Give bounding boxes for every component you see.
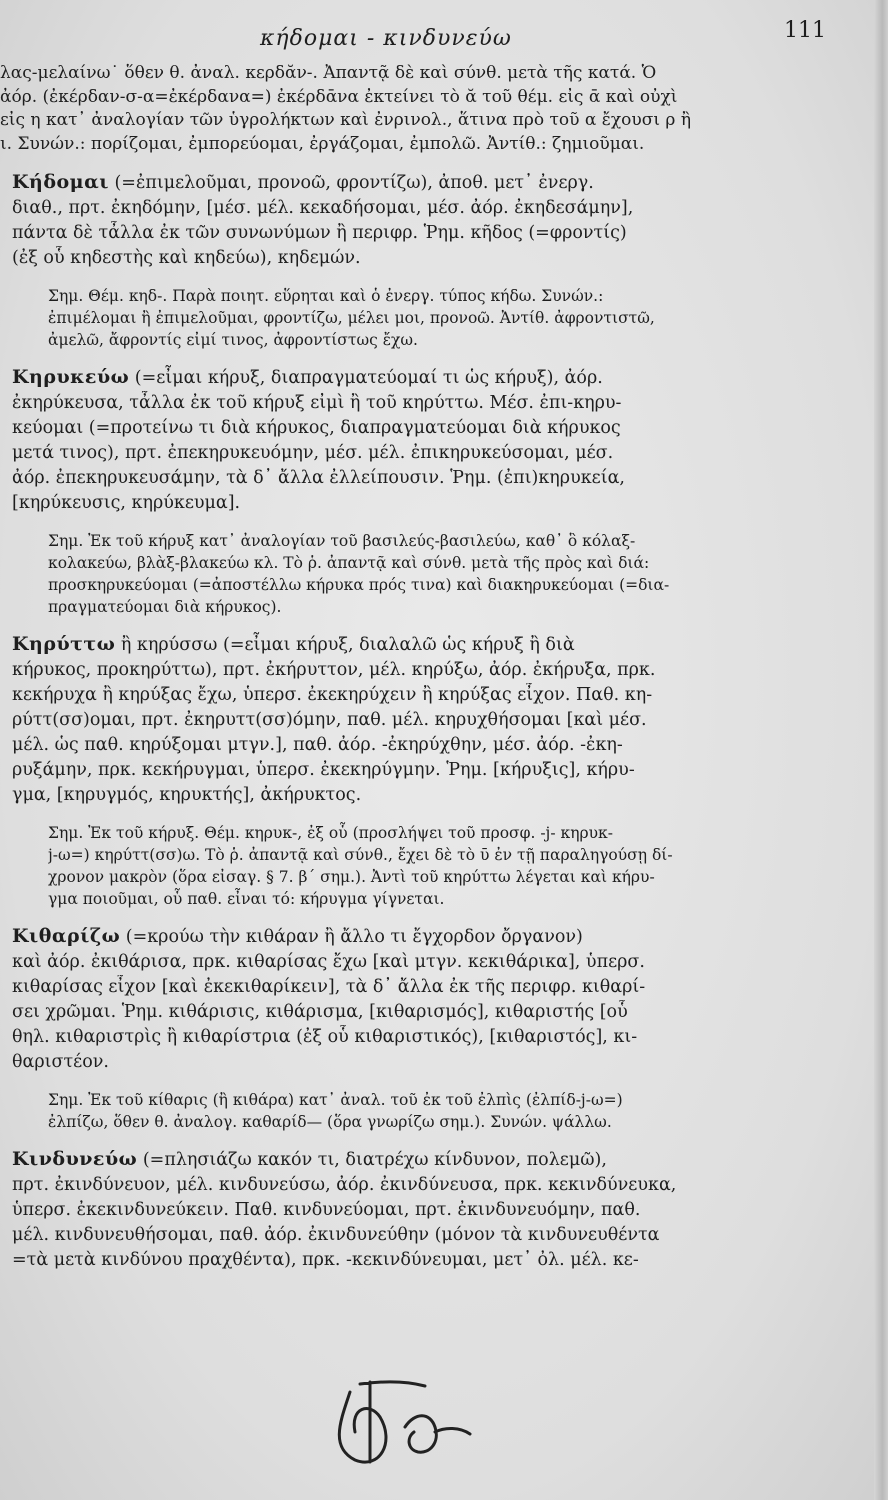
entry-paragraph (0, 365, 868, 516)
text-line: ἀόρ. (ἐκέρδαν-σ-α=ἐκέρδανα=) ἐκέρδᾱνα ἐκτείνει τὸ ᾰ τοῦ θέμ. εἰς ᾱ καὶ οὐχὶ (0, 86, 678, 107)
note-paragraph (0, 1089, 868, 1133)
text-line: μετά τινος), πρτ. ἐπεκηρυκευόμην, μέσ. μέλ. ἐπικηρυκεύσομαι, μέσ. (12, 443, 614, 463)
text-line (12, 365, 858, 391)
text-line: εἰς η κατ᾽ ἀναλογίαν τῶν ὑγρολήκτων καὶ ἐνρινολ., ἅτινα πρὸ τοῦ α ἔχουσι ρ ἢ (0, 110, 691, 130)
text-line: πάντα δὲ τἆλλα ἐκ τῶν συνωνύμων ἢ περιφρ. Ῥημ. κῆδος (=φροντίς) (12, 223, 627, 243)
text-line: [κηρύκευσις, κηρύκευμα]. (12, 493, 241, 513)
text-line: ἐπιμέλομαι ἢ ἐπιμελοῦμαι, φροντίζω, μέλει μοι, προνοῶ. Ἀντίθ. ἀφροντιστῶ, (48, 309, 655, 327)
text-line: γμα ποιοῦμαι, οὗ παθ. εἶναι τό: κήρυγμα γίγνεται. (48, 890, 445, 908)
text-line: σει χρῶμαι. Ῥημ. κιθάρισις, κιθάρισμα, [κιθαρισμός], κιθαριστής [οὗ (12, 1002, 628, 1022)
text-line: ἐλπίζω, ὅθεν θ. ἀναλογ. καθαρίδ— (ὅρα γνωρίζω σημ.). Συνών. ψάλλω. (48, 1113, 612, 1131)
text-line: ἀόρ. ἐπεκηρυκευσάμην, τὰ δ᾽ ἄλλα ἐλλείπουσιν. Ῥημ. (ἐπι)κηρυκεία, (12, 468, 625, 488)
text-line: πραγματεύομαι διὰ κήρυκος). (48, 598, 282, 616)
text-line: (ἐξ οὗ κηδεστὴς καὶ κηδεύω), κηδεμών. (12, 248, 361, 268)
note-paragraph (0, 822, 868, 910)
entry-paragraph (0, 632, 868, 808)
entry-headword: Κήδομαι (12, 171, 109, 193)
page-header (0, 14, 888, 54)
text-line: ὑπερσ. ἐκεκινδυνεύκειν. Παθ. κινδυνεύομαι, πρτ. ἐκινδυνευόμην, παθ. (12, 1200, 641, 1220)
entry-text: ἢ κηρύσσω (=εἶμαι κήρυξ, διαλαλῶ ὡς κήρυξ ἢ διὰ (115, 635, 575, 655)
text-line: ἐκηρύκευσα, τἆλλα ἐκ τοῦ κήρυξ εἰμὶ ἢ τοῦ κηρύττω. Μέσ. ἐπι-κηρυ- (12, 393, 622, 413)
text-line: ρύττ(σσ)ομαι, πρτ. ἐκηρυττ(σσ)όμην, παθ. μέλ. κηρυχθήσομαι [καὶ μέσ. (12, 710, 647, 730)
running-head: κήδομαι - κινδυνεύω (260, 26, 512, 51)
text-line: θηλ. κιθαριστρὶς ἢ κιθαρίστρια (ἐξ οὗ κιθαριστικός), [κιθαριστός], κι- (12, 1027, 638, 1047)
entry-headword: Κηρύττω (12, 633, 116, 655)
text-line: ρυξάμην, πρκ. κεκήρυγμαι, ὑπερσ. ἐκεκηρύγμην. Ῥημ. [κήρυξις], κήρυ- (12, 760, 635, 780)
entry-text: (=ἐπιμελοῦμαι, προνοῶ, φροντίζω), ἀποθ. μετ᾽ ἐνεργ. (108, 173, 594, 193)
entry-paragraph (0, 1147, 868, 1273)
text-line (12, 1147, 858, 1173)
text-line: καὶ ἀόρ. ἐκιθάρισα, πρκ. κιθαρίσας ἔχω [καὶ μτγν. κεκιθάρικα], ὑπερσ. (12, 952, 645, 972)
text-line: λας-μελαίνω˙ ὅθεν θ. ἀναλ. κερδᾰν-. Ἀπαντᾷ δὲ καὶ σύνθ. μετὰ τῆς κατά. Ὁ (0, 63, 657, 83)
book-spine-shadow (874, 0, 888, 1500)
text-line: j-ω=) κηρύττ(σσ)ω. Τὸ ῥ. ἀπαντᾷ καὶ σύνθ., ἔχει δὲ τὸ ῡ ἐν τῇ παραληγούσῃ δί- (48, 846, 673, 864)
continuation-paragraph (0, 62, 868, 156)
text-line: κεύομαι (=προτείνω τι διὰ κήρυκος, διαπραγματεύομαι διὰ κήρυκος (12, 418, 621, 438)
text-line (12, 632, 858, 658)
handwritten-signature (310, 1372, 490, 1472)
entry-paragraph (0, 924, 868, 1075)
text-line: κεκήρυχα ἢ κηρύξας ἔχω, ὑπερσ. ἐκεκηρύχειν ἢ κηρύξας εἶχον. Παθ. κη- (12, 685, 653, 705)
text-line: Σημ. Ἐκ τοῦ κίθαρις (ἢ κιθάρα) κατ᾽ ἀναλ. τοῦ ἐκ τοῦ ἐλπὶς (ἐλπίδ-j-ω=) (48, 1091, 623, 1109)
entry-paragraph (0, 170, 868, 271)
text-line: Σημ. Ἐκ τοῦ κήρυξ. Θέμ. κηρυκ-, ἐξ οὗ (προσλήψει τοῦ προσφ. -j- κηρυκ- (48, 824, 613, 842)
text-line (12, 170, 858, 196)
text-line: μέλ. κινδυνευθήσομαι, παθ. ἀόρ. ἐκινδυνεύθην (μόνον τὰ κινδυνευθέντα (12, 1225, 660, 1245)
text-line: γμα, [κηρυγμός, κηρυκτής], ἀκήρυκτος. (12, 785, 362, 805)
text-line: =τὰ μετὰ κινδύνου πραχθέντα), πρκ. -κεκινδύνευμαι, μετ᾽ ὀλ. μέλ. κε- (12, 1250, 639, 1270)
page-number: 111 (784, 18, 826, 43)
note-paragraph (0, 530, 868, 618)
text-line: μέλ. ὡς παθ. κηρύξομαι μτγν.], παθ. ἀόρ. -ἐκηρύχθην, μέσ. ἀόρ. -ἐκη- (12, 735, 623, 755)
text-line: θαριστέον. (12, 1052, 109, 1072)
text-line: κήρυκος, προκηρύττω), πρτ. ἐκήρυττον, μέλ. κηρύξω, ἀόρ. ἐκήρυξα, πρκ. (12, 660, 656, 680)
text-line: προσκηρυκεύομαι (=ἀποστέλλω κήρυκα πρός τινα) καὶ διακηρυκεύομαι (=δια- (48, 576, 670, 594)
entry-text: (=κρούω τὴν κιθάραν ἢ ἄλλο τι ἔγχορδον ὄργανον) (120, 927, 583, 947)
text-line: κιθαρίσας εἶχον [καὶ ἐκεκιθαρίκειν], τὰ δ᾽ ἄλλα ἐκ τῆς περιφρ. κιθαρί- (12, 977, 646, 997)
text-line (12, 924, 858, 950)
text-line: πρτ. ἐκινδύνευον, μέλ. κινδυνεύσω, ἀόρ. ἐκινδύνευσα, πρκ. κεκινδύνευκα, (12, 1175, 677, 1195)
entry-headword: Κηρυκεύω (12, 366, 130, 388)
text-line: Σημ. Ἐκ τοῦ κήρυξ κατ᾽ ἀναλογίαν τοῦ βασιλεύς-βασιλεύω, καθ᾽ ὃ κόλαξ- (48, 532, 636, 550)
entry-headword: Κιθαρίζω (12, 925, 121, 947)
note-paragraph (0, 285, 868, 351)
entry-headword: Κινδυνεύω (12, 1148, 138, 1170)
entry-text: (=εἶμαι κήρυξ, διαπραγματεύομαί τι ὡς κήρυξ), ἀόρ. (129, 368, 603, 388)
text-line: χρονον μακρὸν (ὅρα εἰσαγ. § 7. β´ σημ.). Ἀντὶ τοῦ κηρύττω λέγεται καὶ κήρυ- (48, 868, 655, 886)
text-line: ἀμελῶ, ἄφροντίς εἰμί τινος, ἀφροντίστως ἔχω. (48, 331, 418, 349)
text-line: κολακεύω, βλὰξ-βλακεύω κλ. Τὸ ῥ. ἀπαντᾷ καὶ σύνθ. μετὰ τῆς πρὸς καὶ διά: (48, 554, 650, 572)
dictionary-text-body (0, 62, 868, 1287)
text-line: Σημ. Θέμ. κηδ-. Παρὰ ποιητ. εὕρηται καὶ ὁ ἐνεργ. τύπος κήδω. Συνών.: (48, 287, 604, 305)
entry-text: (=πλησιάζω κακόν τι, διατρέχω κίνδυνον, πολεμῶ), (137, 1150, 607, 1170)
text-line: διαθ., πρτ. ἐκηδόμην, [μέσ. μέλ. κεκαδήσομαι, μέσ. ἀόρ. ἐκηδεσάμην], (12, 198, 634, 218)
text-line: ι. Συνών.: πορίζομαι, ἐμπορεύομαι, ἐργάζομαι, ἐμπολῶ. Ἀντίθ.: ζημιοῦμαι. (0, 133, 645, 154)
